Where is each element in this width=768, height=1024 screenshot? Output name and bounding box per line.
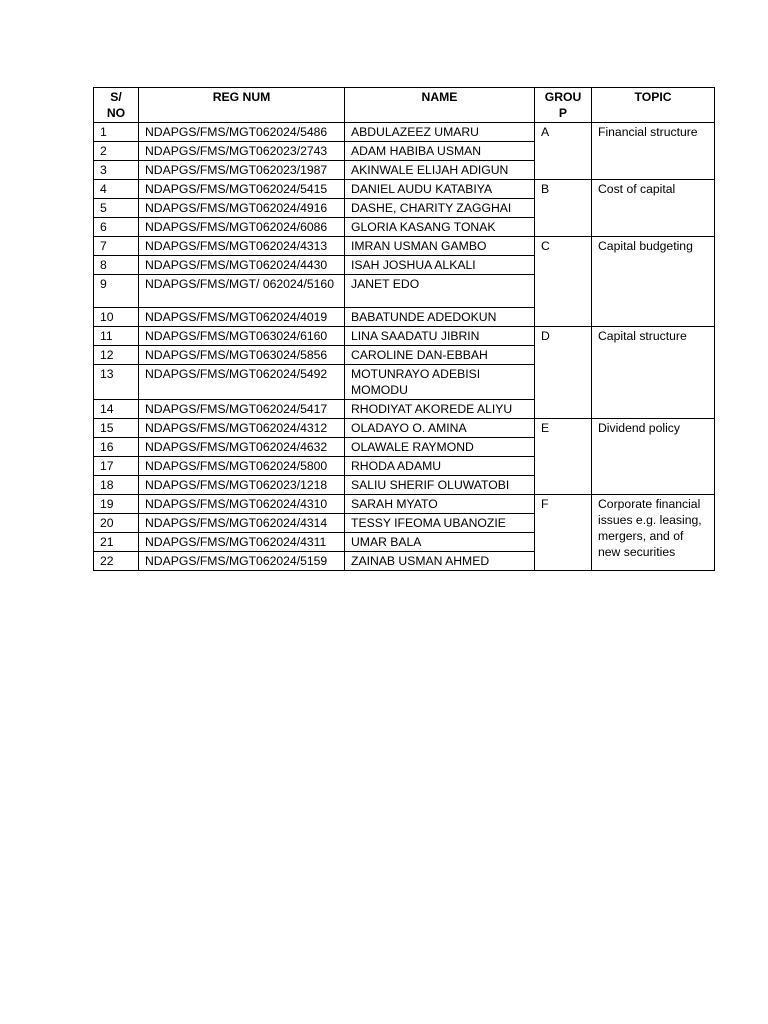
- cell-topic: Corporate financial issues e.g. leasing, mergers, and of new securities: [592, 495, 715, 571]
- cell-serial-number: 14: [94, 400, 139, 419]
- cell-name: CAROLINE DAN-EBBAH: [345, 346, 535, 365]
- cell-serial-number: 3: [94, 161, 139, 180]
- cell-reg-num: NDAPGS/FMS/MGT062024/4310: [139, 495, 345, 514]
- header-topic: TOPIC: [592, 88, 715, 123]
- cell-serial-number: 15: [94, 419, 139, 438]
- cell-name: ABDULAZEEZ UMARU: [345, 123, 535, 142]
- cell-reg-num: NDAPGS/FMS/MGT062024/5415: [139, 180, 345, 199]
- table-row: [94, 327, 715, 346]
- table-row: [94, 419, 715, 438]
- cell-serial-number: 16: [94, 438, 139, 457]
- cell-serial-number: 17: [94, 457, 139, 476]
- table-body: [94, 123, 715, 571]
- cell-name: ZAINAB USMAN AHMED: [345, 552, 535, 571]
- cell-topic: Capital budgeting: [592, 237, 715, 327]
- cell-name: SALIU SHERIF OLUWATOBI: [345, 476, 535, 495]
- cell-reg-num: NDAPGS/FMS/MGT063024/5856: [139, 346, 345, 365]
- cell-name: MOTUNRAYO ADEBISI MOMODU: [345, 365, 535, 400]
- cell-serial-number: 12: [94, 346, 139, 365]
- cell-name: DASHE, CHARITY ZAGGHAI: [345, 199, 535, 218]
- table-row: [94, 495, 715, 514]
- cell-reg-num: NDAPGS/FMS/MGT062024/5417: [139, 400, 345, 419]
- cell-serial-number: 4: [94, 180, 139, 199]
- cell-reg-num: NDAPGS/FMS/MGT062024/5486: [139, 123, 345, 142]
- cell-topic: Financial structure: [592, 123, 715, 180]
- cell-group: C: [535, 237, 592, 327]
- cell-group: D: [535, 327, 592, 419]
- cell-reg-num: NDAPGS/FMS/MGT062024/4430: [139, 256, 345, 275]
- cell-reg-num: NDAPGS/FMS/MGT062023/2743: [139, 142, 345, 161]
- cell-name: SARAH MYATO: [345, 495, 535, 514]
- header-group-line1: GROU: [544, 90, 582, 104]
- cell-reg-num: NDAPGS/FMS/MGT062023/1987: [139, 161, 345, 180]
- table-header: [94, 88, 715, 123]
- cell-name: OLAWALE RAYMOND: [345, 438, 535, 457]
- cell-name: RHODIYAT AKOREDE ALIYU: [345, 400, 535, 419]
- header-group: [535, 88, 592, 123]
- cell-name: JANET EDO: [345, 275, 535, 308]
- cell-reg-num: NDAPGS/FMS/MGT062024/4632: [139, 438, 345, 457]
- header-sn-line2: NO: [106, 106, 126, 120]
- cell-topic: Capital structure: [592, 327, 715, 419]
- cell-serial-number: 8: [94, 256, 139, 275]
- header-row: [94, 88, 715, 123]
- cell-name: OLADAYO O. AMINA: [345, 419, 535, 438]
- table-row: [94, 237, 715, 256]
- cell-name: RHODA ADAMU: [345, 457, 535, 476]
- cell-serial-number: 5: [94, 199, 139, 218]
- cell-serial-number: 19: [94, 495, 139, 514]
- cell-serial-number: 6: [94, 218, 139, 237]
- group-assignment-table: [93, 87, 715, 571]
- cell-group: E: [535, 419, 592, 495]
- cell-name: AKINWALE ELIJAH ADIGUN: [345, 161, 535, 180]
- cell-reg-num: NDAPGS/FMS/MGT062024/4314: [139, 514, 345, 533]
- cell-serial-number: 20: [94, 514, 139, 533]
- cell-reg-num: NDAPGS/FMS/MGT062024/4312: [139, 419, 345, 438]
- cell-serial-number: 13: [94, 365, 139, 400]
- cell-reg-num: NDAPGS/FMS/MGT062024/4313: [139, 237, 345, 256]
- cell-serial-number: 21: [94, 533, 139, 552]
- cell-topic: Cost of capital: [592, 180, 715, 237]
- header-name: NAME: [345, 88, 535, 123]
- cell-reg-num: NDAPGS/FMS/MGT062024/6086: [139, 218, 345, 237]
- cell-serial-number: 11: [94, 327, 139, 346]
- cell-name: DANIEL AUDU KATABIYA: [345, 180, 535, 199]
- cell-serial-number: 9: [94, 275, 139, 308]
- header-reg-num: REG NUM: [139, 88, 345, 123]
- cell-reg-num: NDAPGS/FMS/MGT062024/4019: [139, 308, 345, 327]
- header-group-line2: P: [558, 106, 568, 120]
- cell-serial-number: 2: [94, 142, 139, 161]
- cell-reg-num: NDAPGS/FMS/MGT062024/4916: [139, 199, 345, 218]
- cell-name: IMRAN USMAN GAMBO: [345, 237, 535, 256]
- cell-name: BABATUNDE ADEDOKUN: [345, 308, 535, 327]
- cell-reg-num: NDAPGS/FMS/MGT062024/4311: [139, 533, 345, 552]
- cell-serial-number: 7: [94, 237, 139, 256]
- cell-serial-number: 10: [94, 308, 139, 327]
- header-sn-line1: S/: [110, 90, 122, 104]
- cell-name: ISAH JOSHUA ALKALI: [345, 256, 535, 275]
- cell-name: UMAR BALA: [345, 533, 535, 552]
- cell-reg-num: NDAPGS/FMS/MGT062024/5159: [139, 552, 345, 571]
- cell-group: B: [535, 180, 592, 237]
- cell-group: F: [535, 495, 592, 571]
- cell-group: A: [535, 123, 592, 180]
- cell-reg-num: NDAPGS/FMS/MGT/ 062024/5160: [139, 275, 345, 308]
- cell-topic: Dividend policy: [592, 419, 715, 495]
- cell-serial-number: 18: [94, 476, 139, 495]
- header-serial-number: [94, 88, 139, 123]
- cell-reg-num: NDAPGS/FMS/MGT062024/5492: [139, 365, 345, 400]
- table-row: [94, 123, 715, 142]
- cell-reg-num: NDAPGS/FMS/MGT063024/6160: [139, 327, 345, 346]
- cell-serial-number: 22: [94, 552, 139, 571]
- cell-name: ADAM HABIBA USMAN: [345, 142, 535, 161]
- cell-name: LINA SAADATU JIBRIN: [345, 327, 535, 346]
- cell-serial-number: 1: [94, 123, 139, 142]
- cell-reg-num: NDAPGS/FMS/MGT062023/1218: [139, 476, 345, 495]
- cell-name: GLORIA KASANG TONAK: [345, 218, 535, 237]
- table-row: [94, 180, 715, 199]
- cell-reg-num: NDAPGS/FMS/MGT062024/5800: [139, 457, 345, 476]
- cell-name: TESSY IFEOMA UBANOZIE: [345, 514, 535, 533]
